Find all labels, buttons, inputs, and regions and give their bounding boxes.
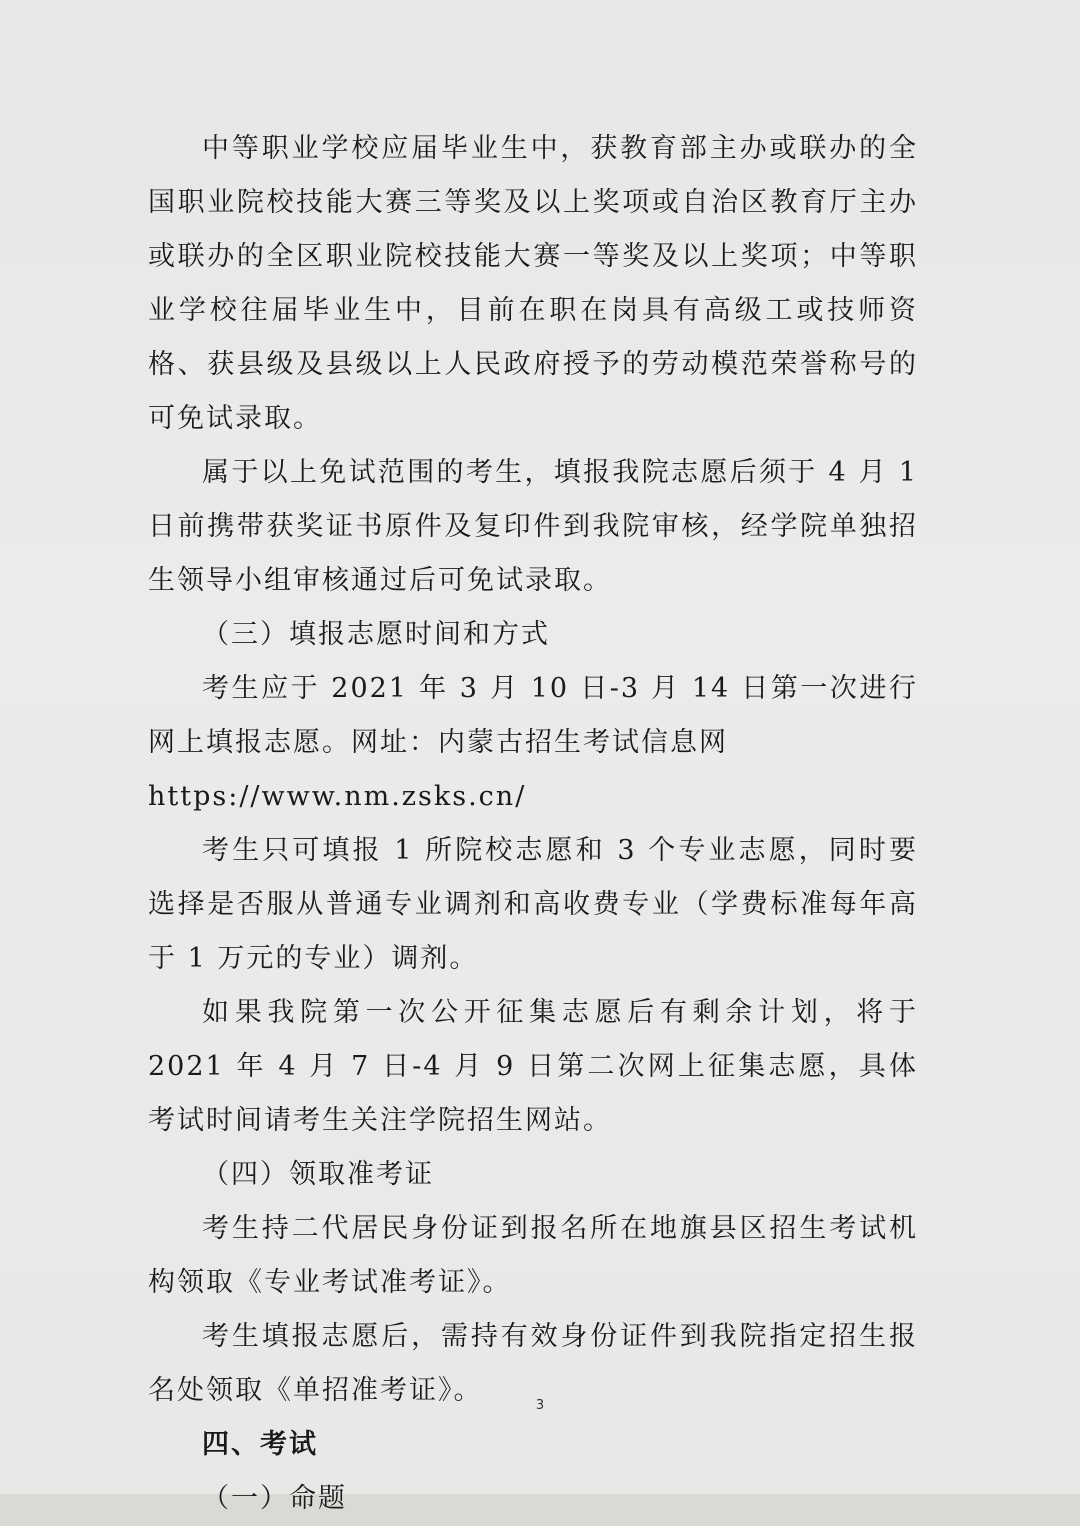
paragraph-choice-limits: 考生只可填报 1 所院校志愿和 3 个专业志愿，同时要选择是否服从普通专业调剂和高收费专业（学费标准每年高于 1 万元的专业）调剂。 xyxy=(148,835,918,974)
paragraph-professional-ticket: 考生持二代居民身份证到报名所在地旗县区招生考试机构领取《专业考试准考证》。 xyxy=(148,1213,918,1298)
section-heading-proposition: （一）命题 xyxy=(202,1483,347,1514)
section-heading-admission-ticket: （四）领取准考证 xyxy=(202,1159,434,1190)
website-url: https://www.nm.zsks.cn/ xyxy=(148,781,527,812)
section-heading-application-time: （三）填报志愿时间和方式 xyxy=(202,619,550,650)
paragraph-application-period: 考生应于 2021 年 3 月 10 日-3 月 14 日第一次进行网上填报志愿。网址：内蒙古招生考试信息网 xyxy=(148,673,918,758)
section-heading-exam: 四、考试 xyxy=(202,1429,318,1460)
paragraph-second-round: 如果我院第一次公开征集志愿后有剩余计划，将于 2021 年 4 月 7 日-4 月 9 日第二次网上征集志愿，具体考试时间请考生关注学院招生网站。 xyxy=(148,997,918,1136)
document-body xyxy=(148,122,918,1526)
paragraph-exemption-criteria: 中等职业学校应届毕业生中，获教育部主办或联办的全国职业院校技能大赛三等奖及以上奖项或自治区教育厅主办或联办的全区职业院校技能大赛一等奖及以上奖项；中等职业学校往届毕业生中，目前在职在岗具有高级工或技师资格、获县级及县级以上人民政府授予的劳动模范荣誉称号的可免试录取。 xyxy=(148,133,918,434)
paragraph-exemption-review: 属于以上免试范围的考生，填报我院志愿后须于 4 月 1 日前携带获奖证书原件及复印件到我院审核，经学院单独招生领导小组审核通过后可免试录取。 xyxy=(148,457,918,596)
paragraph-single-exam-ticket: 考生填报志愿后，需持有效身份证件到我院指定招生报名处领取《单招准考证》。 xyxy=(148,1321,918,1406)
page-number: 3 xyxy=(535,1398,545,1413)
